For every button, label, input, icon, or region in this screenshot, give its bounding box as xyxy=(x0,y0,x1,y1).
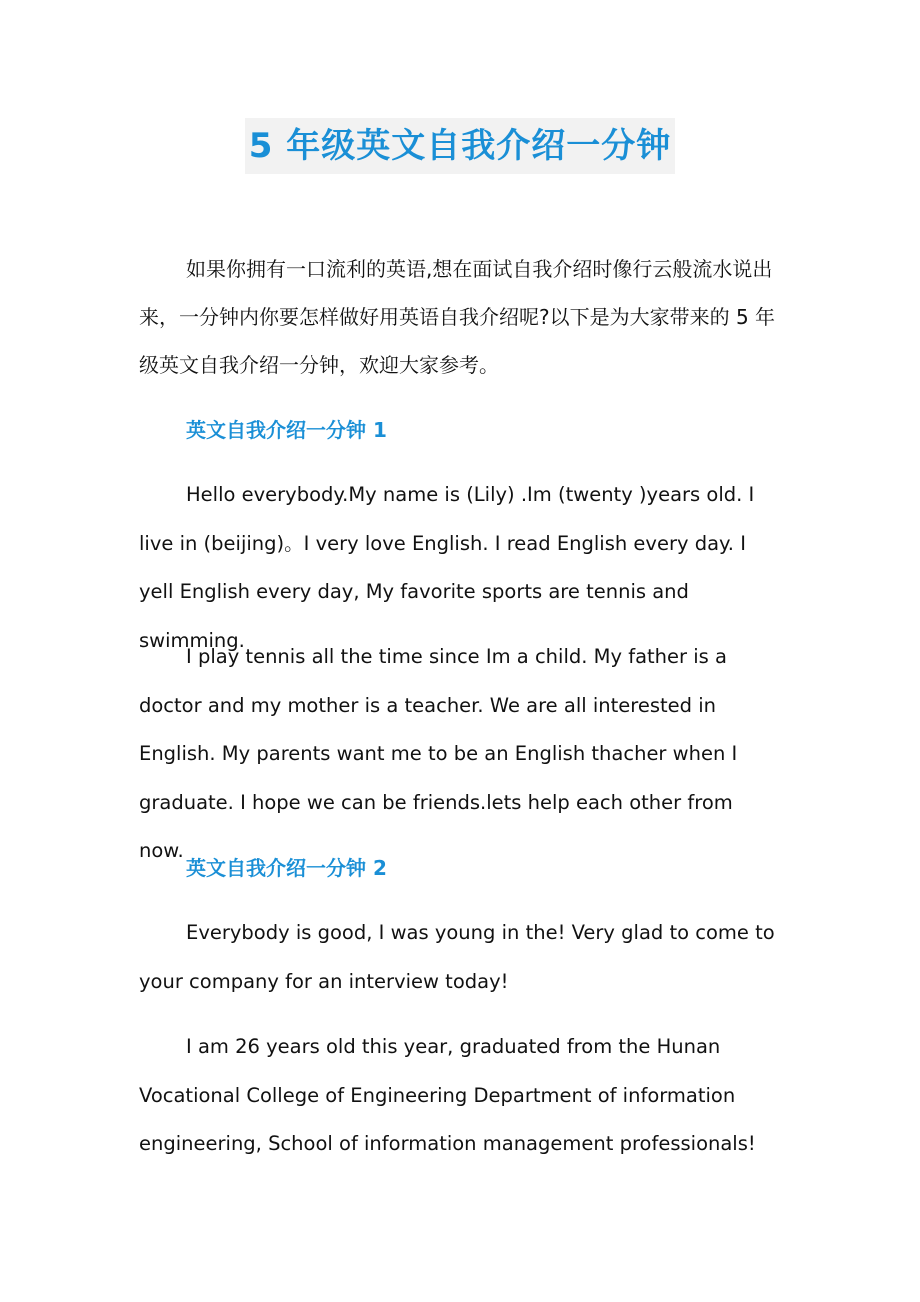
document-title xyxy=(0,118,920,174)
section-1-paragraph-1: Hello everybody.My name is (Lily) .Im (twenty )years old. I live in (beijing)。I very love English. I read English every day. I yell English every day, My favorite sports are tennis and swimming. xyxy=(139,483,755,652)
section-1-paragraph-2: I play tennis all the time since Im a child. My father is a doctor and my mother is a teacher. We are all interested in English. My parents want me to be an English thacher when I graduate. I hope we can be friends.lets help each other from now. xyxy=(139,645,738,862)
section-heading-2: 英文自我介绍一分钟 2 xyxy=(186,856,387,880)
section-heading-1: 英文自我介绍一分钟 1 xyxy=(186,418,387,442)
document-title-text: 5 年级英文自我介绍一分钟 xyxy=(245,118,676,174)
intro-paragraph: 如果你拥有一口流利的英语,想在面试自我介绍时像行云般流水说出来，一分钟内你要怎样做好用英语自我介绍呢?以下是为大家带来的 5 年级英文自我介绍一分钟，欢迎大家参考。 xyxy=(139,257,776,377)
section-2-paragraph-2: I am 26 years old this year, graduated from the Hunan Vocational College of Engineering Department of information engineering, School of information management professionals! xyxy=(139,1035,756,1155)
section-2-paragraph-1: Everybody is good, I was young in the! Very glad to come to your company for an interview today! xyxy=(139,921,775,993)
